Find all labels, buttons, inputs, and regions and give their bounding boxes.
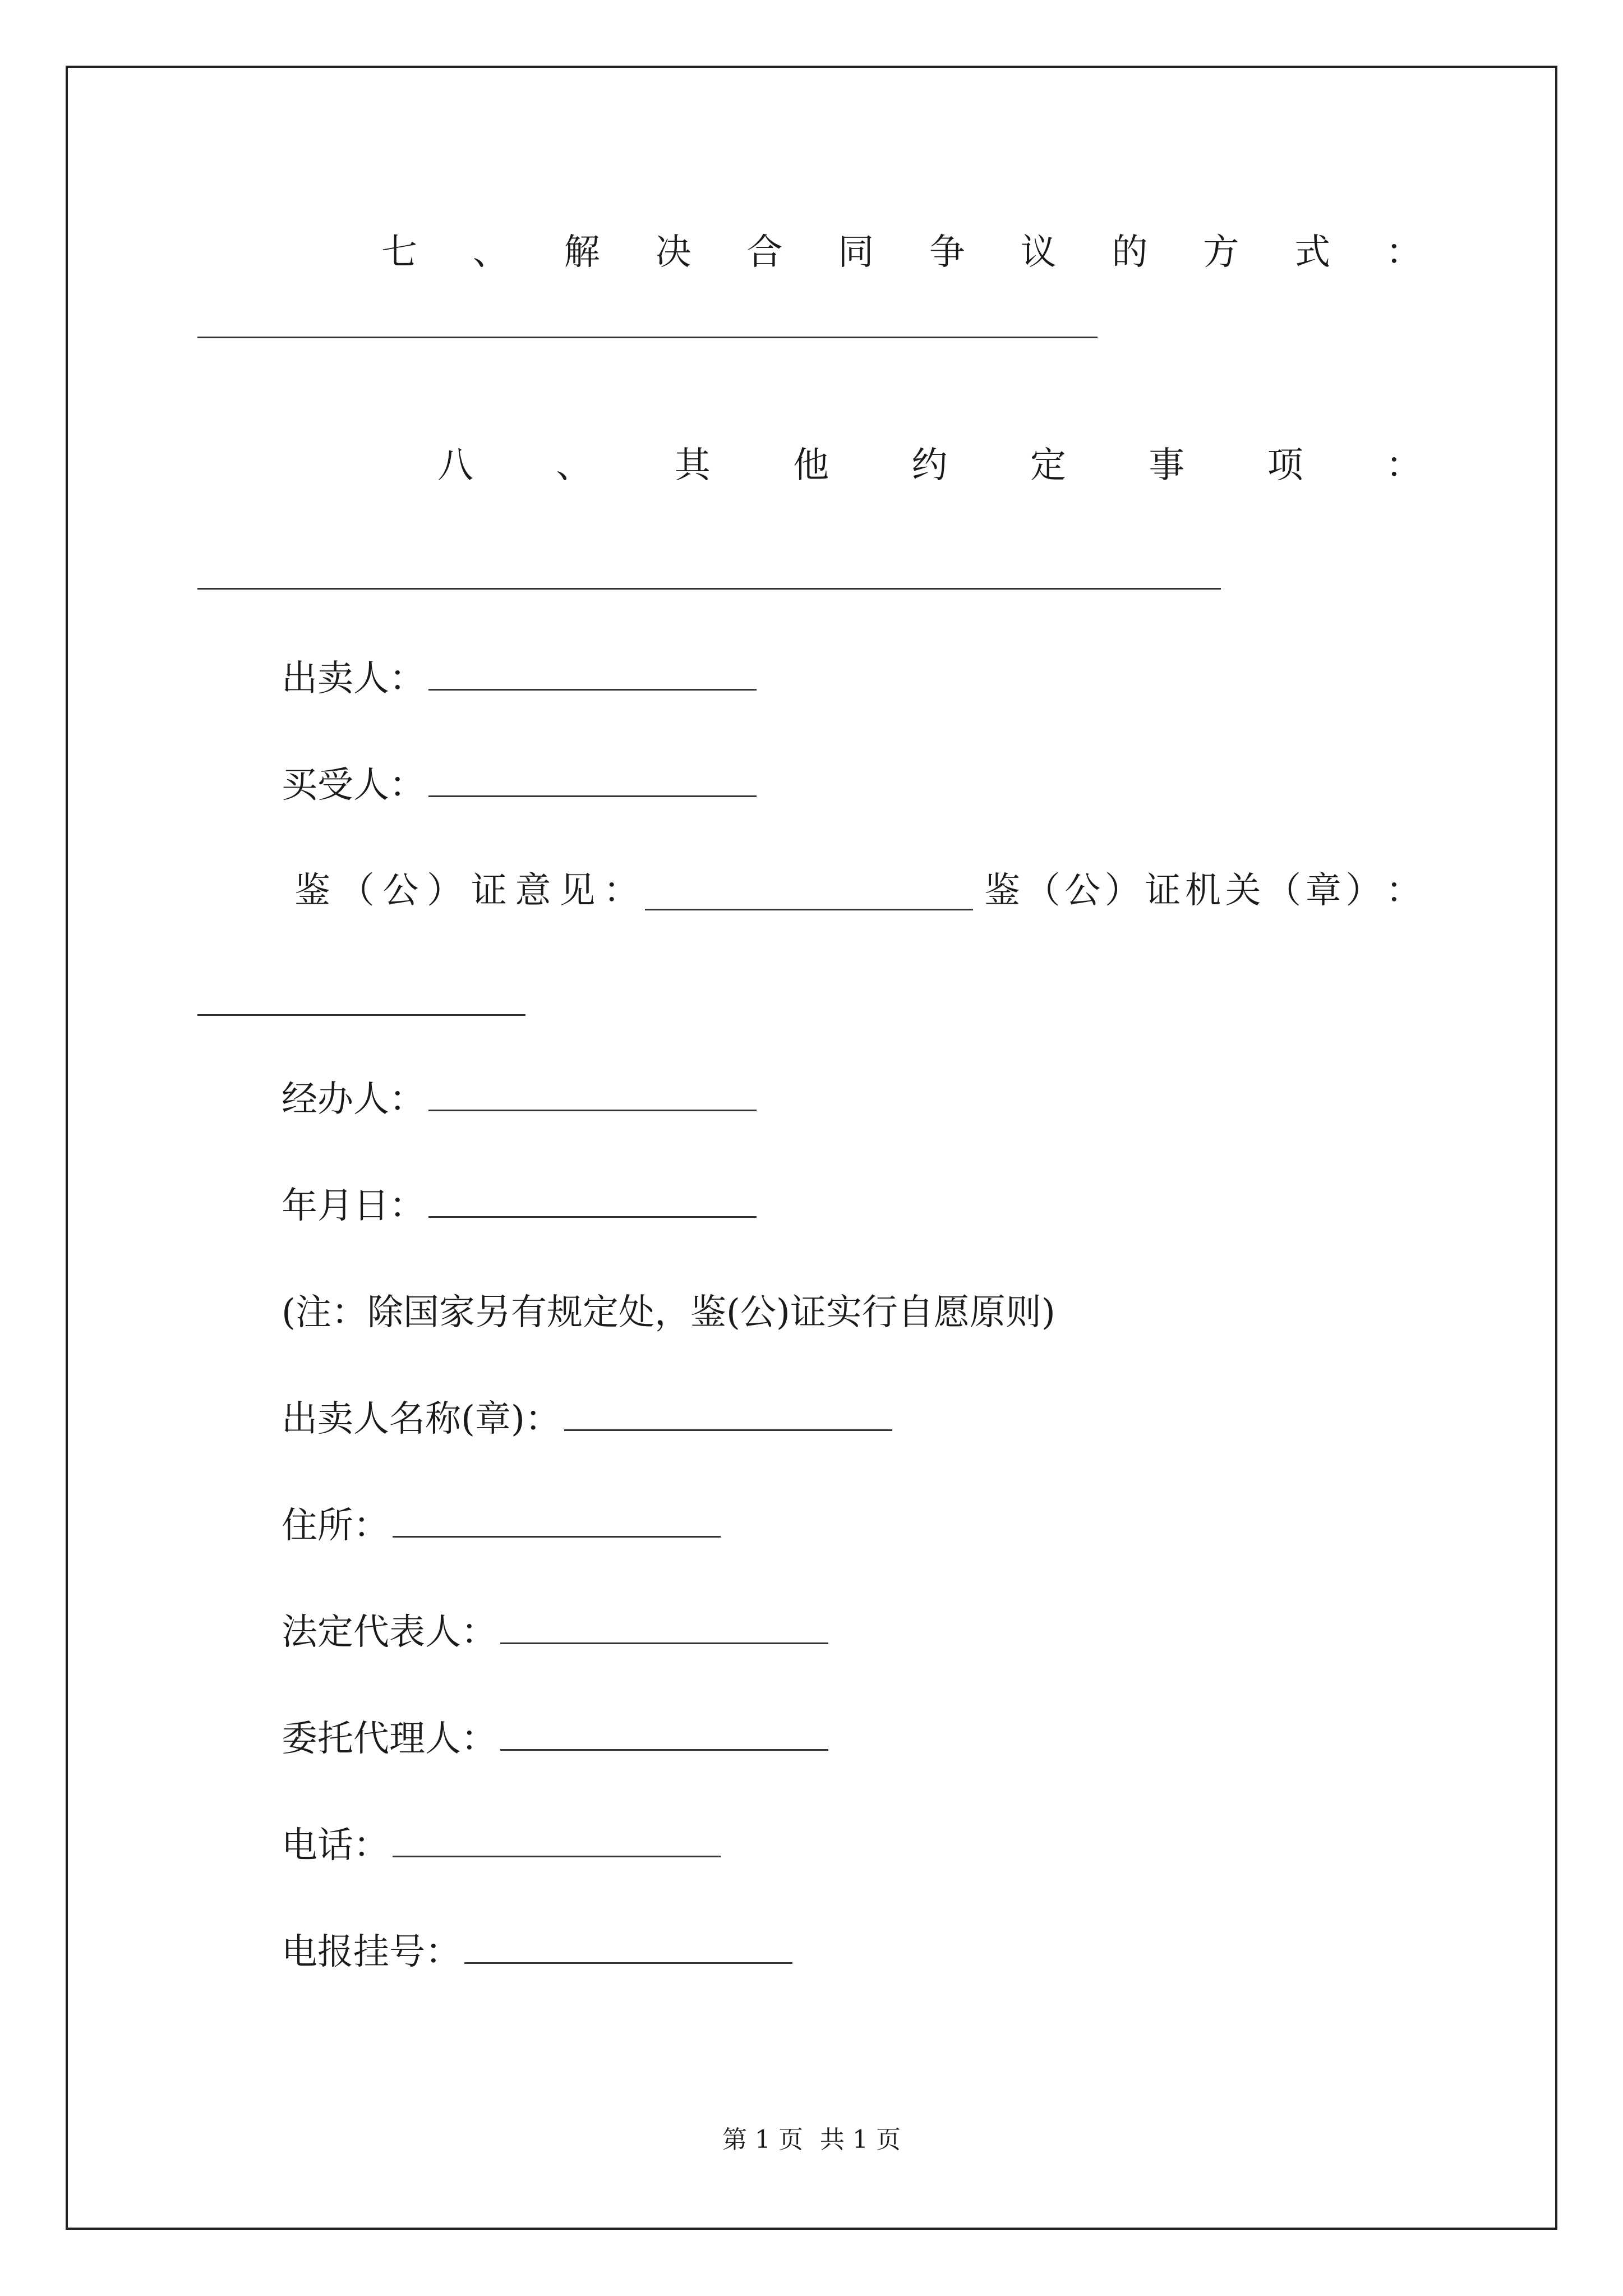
- page-footer: [0, 2123, 1623, 2157]
- section-8-char: 事: [1149, 445, 1185, 486]
- notary-org-char: ）: [1345, 870, 1382, 912]
- date-field: [282, 1184, 757, 1228]
- phone-field: [282, 1823, 721, 1868]
- notary-opinion-char: 鉴: [294, 870, 330, 912]
- section-7-char: 的: [1112, 232, 1148, 273]
- notary-org-char: 章: [1305, 870, 1341, 912]
- page-border: [66, 66, 1557, 2230]
- notary-org-label: [984, 868, 1422, 913]
- notary-org-char: 机: [1184, 870, 1221, 912]
- notary-org-blank[interactable]: [197, 1014, 525, 1016]
- address-field: [282, 1503, 721, 1548]
- voluntary-note: (注：除国家另有规定处，鉴(公)证实行自愿原则): [282, 1292, 1055, 1333]
- section-8-blank-line[interactable]: [197, 588, 1221, 590]
- section-8-char: 约: [911, 445, 948, 486]
- section-8-char: 项: [1267, 445, 1303, 486]
- notary-org-char: 公: [1064, 870, 1101, 912]
- notary-opinion-blank[interactable]: [645, 909, 973, 910]
- seller-label: 出卖人：: [282, 658, 425, 700]
- date-label: 年月日：: [282, 1185, 425, 1227]
- notary-org-char: 证: [1145, 870, 1181, 912]
- notary-org-char: 鉴: [984, 870, 1020, 912]
- agent-field: [282, 1717, 828, 1761]
- seller-name-blank[interactable]: [564, 1429, 892, 1431]
- section-8-heading: [437, 443, 1422, 488]
- page-total: 共 1 页: [820, 2125, 901, 2154]
- section-8-char: 定: [1030, 445, 1066, 486]
- section-7-char: ：: [1385, 232, 1422, 273]
- section-7-char: 同: [838, 232, 874, 273]
- section-7-char: 议: [1020, 232, 1057, 273]
- buyer-field: [282, 763, 757, 808]
- handler-label: 经办人：: [282, 1079, 425, 1120]
- section-7-heading: [381, 230, 1422, 275]
- seller-name-label: 出卖人名称(章)：: [282, 1398, 561, 1440]
- phone-blank[interactable]: [393, 1856, 721, 1857]
- seller-field: [282, 656, 757, 701]
- telegram-field: [282, 1930, 792, 1975]
- handler-blank[interactable]: [428, 1110, 757, 1111]
- section-7-char: 方: [1203, 232, 1239, 273]
- legal-rep-blank[interactable]: [500, 1642, 828, 1644]
- notary-opinion-char: ：: [603, 870, 639, 912]
- notary-opinion-char: 意: [515, 870, 551, 912]
- section-7-char: 七: [381, 232, 417, 273]
- notary-opinion-char: ）: [427, 870, 463, 912]
- seller-name-field: [282, 1397, 892, 1442]
- notary-org-char: ：: [1385, 870, 1422, 912]
- notary-org-char: （: [1265, 870, 1302, 912]
- notary-org-char: （: [1024, 870, 1061, 912]
- section-8-char: 、: [556, 445, 592, 486]
- notary-opinion-char: （: [338, 870, 375, 912]
- section-8-char: 他: [793, 445, 829, 486]
- agent-blank[interactable]: [500, 1749, 828, 1751]
- buyer-label: 买受人：: [282, 765, 425, 806]
- handler-field: [282, 1077, 757, 1122]
- page-number: 第 1 页: [722, 2125, 803, 2154]
- notary-org-char: 关: [1225, 870, 1261, 912]
- section-8-char: 八: [437, 445, 473, 486]
- legal-rep-field: [282, 1610, 828, 1655]
- section-7-blank-line[interactable]: [197, 337, 1098, 338]
- date-blank[interactable]: [428, 1216, 757, 1218]
- telegram-blank[interactable]: [464, 1962, 792, 1964]
- section-7-char: 合: [746, 232, 783, 273]
- address-blank[interactable]: [393, 1536, 721, 1538]
- legal-rep-label: 法定代表人：: [282, 1612, 497, 1653]
- agent-label: 委托代理人：: [282, 1718, 497, 1760]
- notary-org-char: ）: [1104, 870, 1141, 912]
- phone-label: 电话：: [282, 1825, 389, 1866]
- buyer-blank[interactable]: [428, 795, 757, 797]
- section-7-char: 争: [929, 232, 965, 273]
- section-7-char: 、: [472, 232, 509, 273]
- section-7-char: 决: [655, 232, 691, 273]
- notary-opinion-label: [294, 868, 639, 913]
- section-8-char: ：: [1386, 445, 1422, 486]
- address-label: 住所：: [282, 1505, 389, 1547]
- section-8-char: 其: [674, 445, 711, 486]
- notary-opinion-char: 公: [382, 870, 419, 912]
- section-7-char: 式: [1294, 232, 1331, 273]
- telegram-label: 电报挂号：: [282, 1931, 461, 1973]
- seller-blank[interactable]: [428, 689, 757, 691]
- section-7-char: 解: [564, 232, 600, 273]
- notary-opinion-char: 证: [471, 870, 507, 912]
- notary-opinion-char: 见: [559, 870, 596, 912]
